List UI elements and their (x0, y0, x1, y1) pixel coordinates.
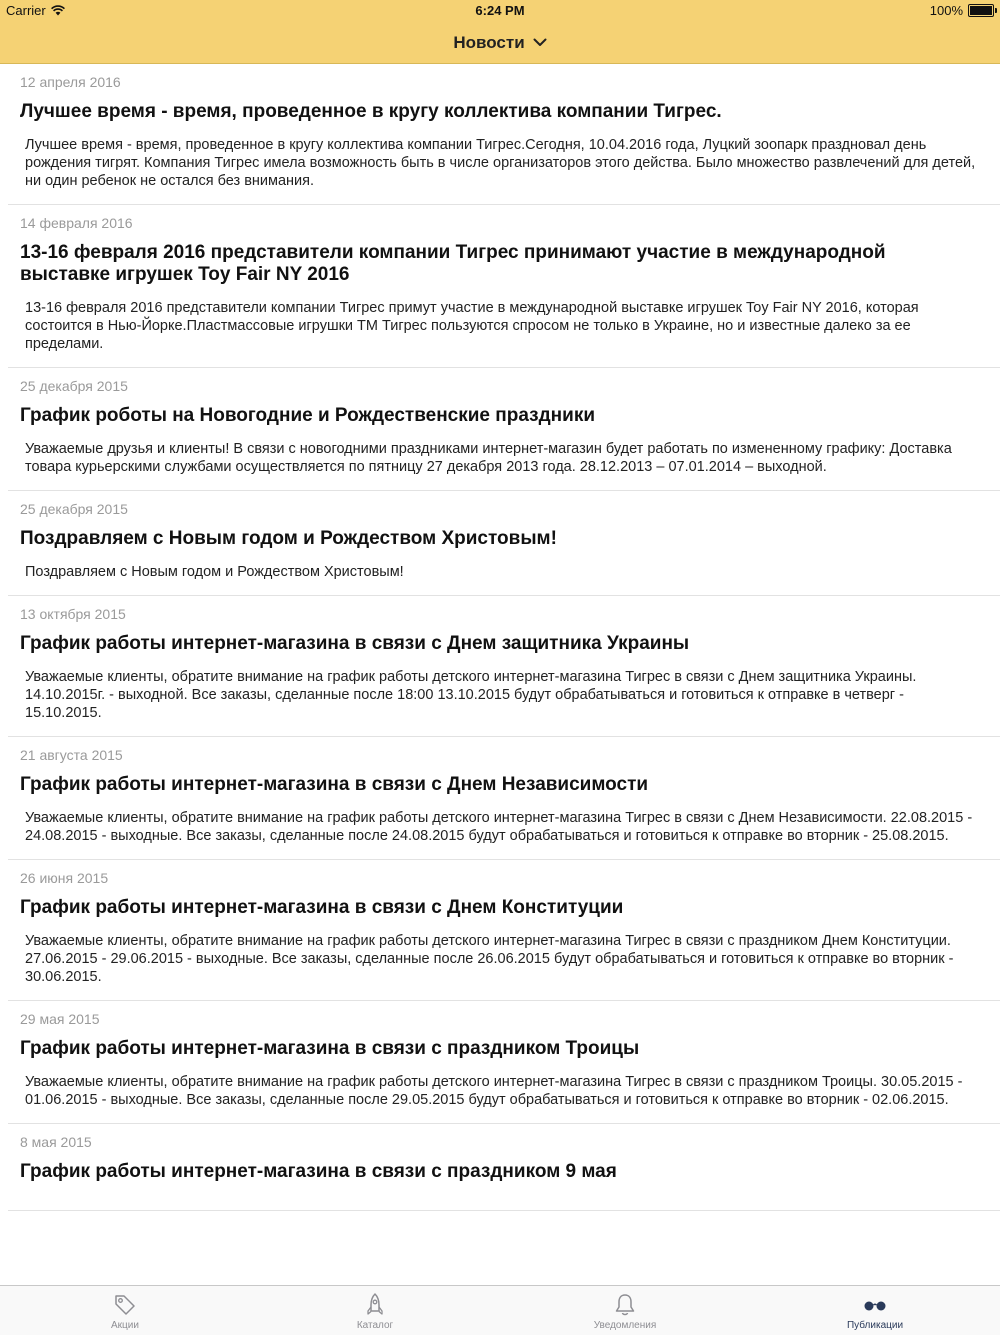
news-excerpt: Уважаемые клиенты, обратите внимание на график работы детского интернет-магазина Тигрес в связи с Днем Независимости. 22.08.2015 - 24.08.2015 - выходные. Все заказы, сделанные после 24.08.2015 будут обрабатываться и готовиться к отправке во вторник - 25.08.2015. (25, 810, 973, 844)
tag-icon (112, 1292, 138, 1318)
news-excerpt: Уважаемые друзья и клиенты! В связи с новогодними праздниками интернет-магазин будет работать по измененному графику: Доставка товара курьерскими службами осуществляется по пятницу 27 декабря 2013 года. 28.12.2013 – 07.01.2014 – выходной. (25, 441, 952, 475)
tab-promotions[interactable] (0, 1286, 250, 1335)
news-item[interactable] (8, 1124, 1000, 1211)
news-date: 14 февраля 2016 (20, 215, 133, 231)
nav-bar (0, 22, 1000, 64)
news-title: График работы интернет-магазина в связи с Днем Независимости (20, 774, 649, 795)
news-title: График роботы на Новогодние и Рождественские праздники (20, 405, 596, 426)
news-title: График работы интернет-магазина в связи с Днем защитника Украины (20, 633, 690, 654)
tab-label: Уведомления (593, 1320, 657, 1331)
news-title: 13-16 февраля 2016 представители компании Тигрес принимают участие в международной выставке игрушек Toy Fair NY 2016 (20, 242, 886, 285)
news-excerpt: Поздравляем с Новым годом и Рождеством Христовым! (25, 564, 404, 580)
news-date: 29 мая 2015 (20, 1011, 100, 1027)
news-title: Поздравляем с Новым годом и Рождеством Христовым! (20, 528, 557, 549)
news-title: График работы интернет-магазина в связи с праздником Троицы (20, 1038, 640, 1059)
glasses-icon (862, 1292, 888, 1318)
news-excerpt: 13-16 февраля 2016 представители компании Тигрес примут участие в международной выставке игрушек Toy Fair NY 2016, которая состоится в Нью-Йорке.Пластмассовые игрушки ТМ Тигрес пользуются спросом не только в Украине, но и известные далеко за ее пределами. (25, 300, 919, 352)
news-date: 8 мая 2015 (20, 1134, 92, 1150)
tab-label: Публикации (846, 1320, 904, 1331)
tab-label: Каталог (356, 1320, 394, 1331)
news-title: График работы интернет-магазина в связи с Днем Конституции (20, 897, 624, 918)
news-item[interactable] (8, 491, 1000, 596)
nav-title: Новости (453, 32, 525, 52)
status-time: 6:24 PM (475, 3, 525, 18)
tab-publications[interactable] (750, 1286, 1000, 1335)
news-item[interactable] (8, 737, 1000, 860)
news-date: 25 декабря 2015 (20, 378, 128, 394)
news-date: 12 апреля 2016 (20, 74, 121, 90)
news-item[interactable] (8, 205, 1000, 368)
tab-catalog[interactable] (250, 1286, 500, 1335)
news-title: График работы интернет-магазина в связи с праздником 9 мая (20, 1161, 617, 1182)
battery-icon (968, 4, 994, 17)
news-item[interactable] (8, 368, 1000, 491)
status-bar (0, 0, 1000, 22)
news-date: 13 октября 2015 (20, 606, 126, 622)
news-excerpt: Уважаемые клиенты, обратите внимание на график работы детского интернет-магазина Тигрес в связи с праздником Троицы. 30.05.2015 - 01.06.2015 - выходные. Все заказы, сделанные после 29.05.2015 будут обрабатываться и готовиться к отправке во вторник - 02.06.2015. (25, 1074, 963, 1108)
news-item[interactable] (8, 860, 1000, 1001)
news-date: 26 июня 2015 (20, 870, 109, 886)
news-feed[interactable] (0, 64, 1000, 1285)
tab-label: Акции (111, 1320, 139, 1331)
section-selector[interactable] (453, 33, 546, 53)
bell-icon (612, 1292, 638, 1318)
news-item[interactable] (8, 596, 1000, 737)
rocket-icon (362, 1292, 388, 1318)
news-date: 21 августа 2015 (20, 747, 123, 763)
news-date: 25 декабря 2015 (20, 501, 128, 517)
news-excerpt: Уважаемые клиенты, обратите внимание на график работы детского интернет-магазина Тигрес в связи с Днем защитника Украины. 14.10.2015г. - выходной. Все заказы, сделанные после 18:00 13.10.2015 будут обрабатываться и готовиться к отправке в четверг - 15.10.2015. (25, 669, 917, 721)
tab-notifications[interactable] (500, 1286, 750, 1335)
news-item[interactable] (8, 64, 1000, 205)
news-excerpt: Лучшее время - время, проведенное в кругу коллектива компании Тигрес.Сегодня, 10.04.2016 года, Луцкий зоопарк праздновал день рождения тигрят. Компания Тигрес имела возможность быть в числе организаторов этого действа. Было множество развлечений для детей, ни один ребенок не остался без внимания. (25, 137, 976, 189)
carrier-label: Carrier (6, 3, 46, 18)
chevron-down-icon (533, 38, 547, 47)
news-item[interactable] (8, 1001, 1000, 1124)
battery-percent: 100% (929, 3, 963, 18)
tab-bar (0, 1285, 1000, 1335)
news-title: Лучшее время - время, проведенное в кругу коллектива компании Тигрес. (20, 101, 722, 122)
news-excerpt: Уважаемые клиенты, обратите внимание на график работы детского интернет-магазина Тигрес в связи с праздником Днем Конституции. 27.06.2015 - 29.06.2015 - выходные. Все заказы, сделанные после 26.06.2015 будут обрабатываться и готовиться к отправке во вторник - 30.06.2015. (25, 933, 954, 985)
battery-group (930, 3, 994, 18)
